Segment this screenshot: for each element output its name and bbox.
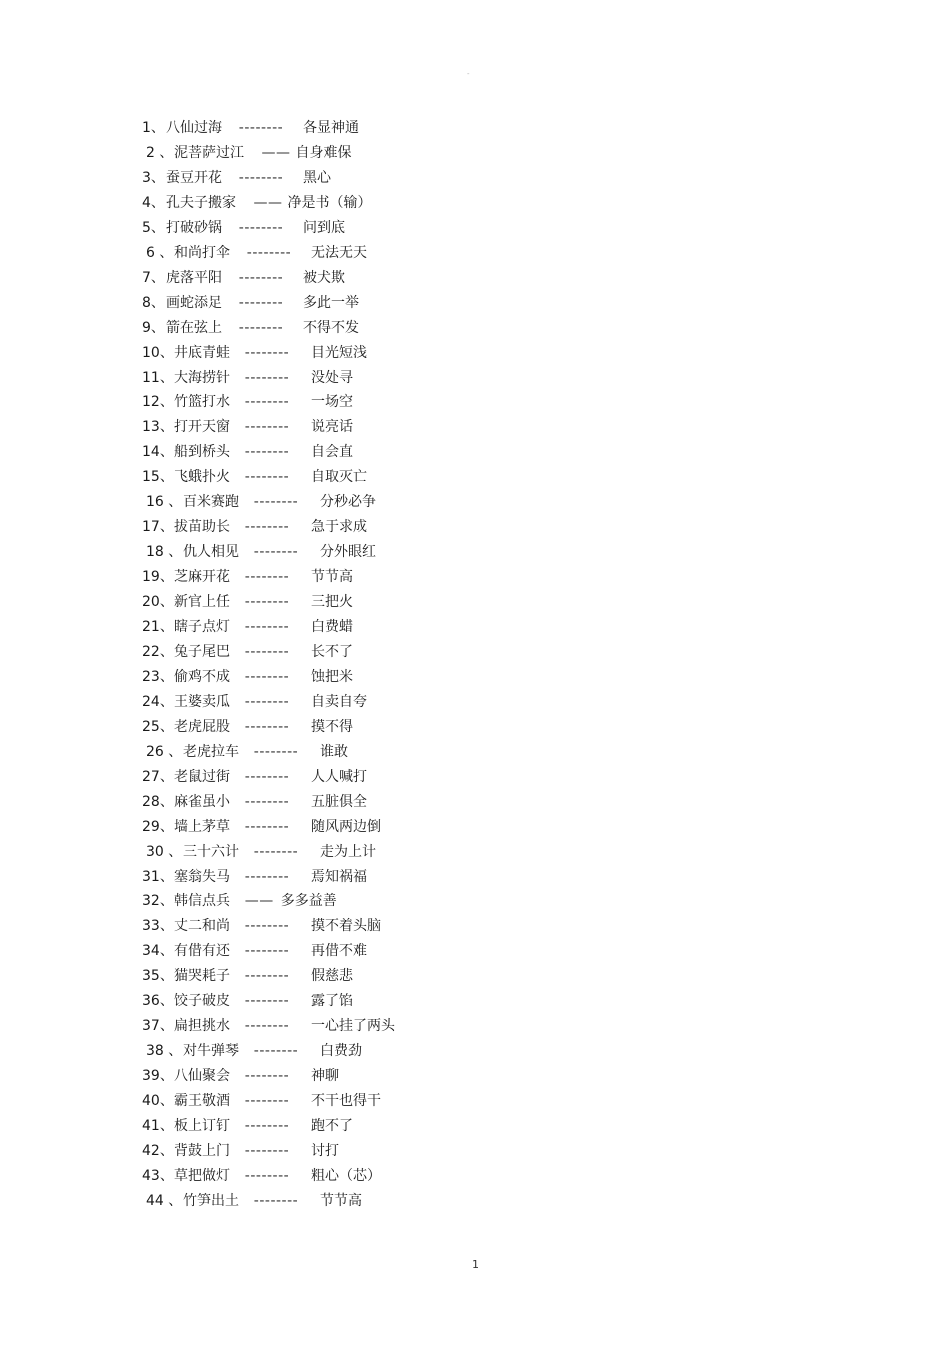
item-separator: -------- — [244, 1142, 290, 1159]
item-separator: —— — [244, 893, 274, 910]
item-number: 36、 — [142, 993, 174, 1010]
item-answer: 目光短浅 — [311, 344, 367, 361]
item-answer: 不得不发 — [303, 319, 359, 336]
item-riddle: 新官上任 — [174, 594, 230, 611]
item-separator: -------- — [244, 818, 290, 835]
item-number: 2 、 — [146, 144, 174, 161]
item-number: 15、 — [142, 469, 174, 486]
item-answer: 走为上计 — [320, 843, 376, 860]
item-answer: 分秒必争 — [320, 494, 376, 511]
item-number: 6 、 — [146, 244, 174, 261]
item-riddle: 八仙过海 — [166, 120, 222, 136]
item-number: 12、 — [142, 394, 174, 411]
item-separator: -------- — [244, 1068, 290, 1085]
item-answer: 问到底 — [303, 219, 345, 236]
item-number: 25、 — [142, 718, 174, 735]
item-separator: -------- — [253, 544, 299, 561]
item-riddle: 有借有还 — [174, 943, 230, 960]
item-separator: -------- — [244, 693, 290, 710]
item-number: 21、 — [142, 619, 174, 635]
item-number: 14、 — [142, 444, 174, 461]
item-riddle: 扁担挑水 — [174, 1018, 230, 1035]
item-number: 10、 — [142, 344, 174, 361]
item-riddle: 泥菩萨过江 — [174, 144, 244, 161]
item-number: 43、 — [142, 1167, 174, 1184]
item-riddle: 麻雀虽小 — [174, 793, 230, 810]
item-riddle: 三十六计 — [183, 843, 239, 860]
item-answer: 露了馅 — [311, 993, 353, 1010]
item-number: 40、 — [142, 1093, 174, 1110]
item-number: 22、 — [142, 643, 174, 660]
item-number: 33、 — [142, 918, 174, 935]
item-separator: -------- — [253, 843, 299, 860]
item-answer: 一场空 — [311, 394, 353, 411]
item-riddle: 塞翁失马 — [174, 868, 230, 885]
item-answer: 跑不了 — [311, 1118, 353, 1134]
item-riddle: 兔子尾巴 — [174, 643, 230, 660]
item-separator: -------- — [244, 419, 290, 436]
item-answer: 无法无天 — [311, 244, 367, 261]
item-answer: 多此一举 — [303, 294, 359, 311]
item-number: 37、 — [142, 1018, 174, 1035]
item-number: 32、 — [142, 893, 174, 910]
item-answer: 神聊 — [311, 1068, 339, 1085]
item-riddle: 井底青蛙 — [174, 344, 230, 361]
item-separator: -------- — [238, 294, 284, 311]
item-separator: -------- — [244, 868, 290, 885]
item-riddle: 孔夫子搬家 — [166, 194, 236, 211]
item-riddle: 飞蛾扑火 — [174, 469, 230, 486]
item-answer: 自身难保 — [295, 144, 352, 161]
item-separator: -------- — [244, 918, 290, 935]
item-separator: -------- — [244, 569, 290, 586]
item-number: 44 、 — [146, 1192, 183, 1209]
item-riddle: 百米赛跑 — [183, 494, 239, 511]
item-riddle: 老鼠过街 — [174, 768, 230, 785]
item-riddle: 画蛇添足 — [166, 294, 222, 311]
item-separator: -------- — [238, 219, 284, 236]
item-separator: -------- — [253, 494, 299, 511]
item-answer: 各显神通 — [303, 120, 359, 136]
item-answer: 随风两边倒 — [311, 818, 381, 835]
item-number: 28、 — [142, 793, 174, 810]
item-answer: 没处寻 — [311, 369, 353, 386]
item-separator: -------- — [253, 1043, 299, 1060]
item-answer: 多多益善 — [280, 893, 337, 910]
item-riddle: 背鼓上门 — [174, 1142, 230, 1159]
item-separator: -------- — [244, 519, 290, 536]
item-number: 5、 — [142, 219, 165, 236]
item-number: 3、 — [142, 169, 165, 186]
item-answer: 净是书（输） — [287, 194, 372, 211]
item-separator: -------- — [244, 1118, 290, 1134]
item-riddle: 大海捞针 — [174, 369, 230, 386]
item-answer: 摸不得 — [311, 718, 353, 735]
item-answer: 谁敢 — [320, 743, 348, 760]
item-answer: 讨打 — [311, 1142, 339, 1159]
item-riddle: 竹篮打水 — [174, 394, 230, 411]
item-riddle: 猫哭耗子 — [174, 968, 230, 985]
item-riddle: 老虎拉车 — [183, 743, 239, 760]
item-number: 35、 — [142, 968, 174, 985]
item-answer: 自会直 — [311, 444, 353, 461]
item-riddle: 竹笋出土 — [183, 1192, 239, 1209]
item-answer: 白费蜡 — [311, 619, 353, 635]
item-separator: -------- — [238, 120, 284, 136]
item-number: 7、 — [142, 269, 165, 286]
item-riddle: 船到桥头 — [174, 444, 230, 461]
item-riddle: 仇人相见 — [183, 544, 239, 561]
item-separator: -------- — [244, 768, 290, 785]
item-separator: -------- — [244, 793, 290, 810]
item-number: 27、 — [142, 768, 174, 785]
page-number: 1 — [472, 1258, 479, 1271]
item-separator: -------- — [253, 1192, 299, 1209]
item-separator: -------- — [244, 594, 290, 611]
item-riddle: 箭在弦上 — [166, 319, 222, 336]
item-number: 34、 — [142, 943, 174, 960]
item-answer: 粗心（芯） — [311, 1167, 381, 1184]
item-riddle: 芝麻开花 — [174, 569, 230, 586]
item-riddle: 和尚打伞 — [174, 244, 230, 261]
item-riddle: 草把做灯 — [174, 1167, 230, 1184]
item-answer: 不干也得干 — [311, 1093, 381, 1110]
item-answer: 再借不难 — [311, 943, 367, 960]
item-number: 13、 — [142, 419, 174, 436]
item-answer: 摸不着头脑 — [311, 918, 381, 935]
item-riddle: 对牛弹琴 — [183, 1043, 239, 1060]
header-mark: - — [467, 70, 470, 78]
item-answer: 假慈悲 — [311, 968, 353, 985]
item-riddle: 王婆卖瓜 — [174, 693, 230, 710]
item-number: 4、 — [142, 194, 165, 211]
item-separator: -------- — [244, 943, 290, 960]
item-riddle: 打破砂锅 — [166, 219, 222, 236]
item-number: 18 、 — [146, 544, 183, 561]
item-separator: -------- — [244, 968, 290, 985]
item-separator: -------- — [244, 344, 290, 361]
item-answer: 说亮话 — [311, 419, 353, 436]
item-number: 19、 — [142, 569, 174, 586]
item-riddle: 虎落平阳 — [166, 269, 222, 286]
item-number: 20、 — [142, 594, 174, 611]
item-answer: 被犬欺 — [303, 269, 345, 286]
item-riddle: 八仙聚会 — [174, 1068, 230, 1085]
item-separator: -------- — [244, 1093, 290, 1110]
item-separator: -------- — [244, 1167, 290, 1184]
item-riddle: 丈二和尚 — [174, 918, 230, 935]
item-separator: —— — [253, 194, 283, 211]
item-riddle: 板上订钉 — [174, 1118, 230, 1134]
item-number: 39、 — [142, 1068, 174, 1085]
item-separator: -------- — [238, 269, 284, 286]
item-separator: -------- — [246, 244, 292, 261]
item-separator: —— — [261, 144, 291, 161]
item-separator: -------- — [244, 643, 290, 660]
item-number: 17、 — [142, 519, 174, 536]
item-number: 23、 — [142, 668, 174, 685]
item-number: 8、 — [142, 294, 165, 311]
item-answer: 一心挂了两头 — [311, 1018, 395, 1035]
item-number: 30 、 — [146, 843, 183, 860]
item-answer: 自卖自夸 — [311, 693, 367, 710]
item-separator: -------- — [244, 1018, 290, 1035]
item-answer: 蚀把米 — [311, 668, 353, 685]
item-separator: -------- — [244, 718, 290, 735]
item-riddle: 蚕豆开花 — [166, 169, 222, 186]
item-answer: 五脏俱全 — [311, 793, 367, 810]
item-separator: -------- — [244, 993, 290, 1010]
item-number: 9、 — [142, 319, 165, 336]
item-riddle: 韩信点兵 — [174, 893, 230, 910]
item-answer: 长不了 — [311, 643, 353, 660]
item-riddle: 瞎子点灯 — [174, 619, 230, 635]
item-riddle: 饺子破皮 — [174, 993, 230, 1010]
item-number: 26 、 — [146, 743, 183, 760]
item-separator: -------- — [244, 668, 290, 685]
item-answer: 急于求成 — [311, 519, 367, 536]
item-answer: 人人喊打 — [311, 768, 367, 785]
item-separator: -------- — [244, 619, 290, 635]
item-number: 29、 — [142, 818, 174, 835]
item-riddle: 打开天窗 — [174, 419, 230, 436]
item-riddle: 墙上茅草 — [174, 818, 230, 835]
item-number: 1、 — [142, 120, 165, 136]
item-number: 31、 — [142, 868, 174, 885]
item-separator: -------- — [238, 319, 284, 336]
item-number: 38 、 — [146, 1043, 183, 1060]
item-separator: -------- — [253, 743, 299, 760]
item-answer: 白费劲 — [320, 1043, 362, 1060]
item-answer: 焉知祸福 — [311, 868, 367, 885]
item-answer: 自取灭亡 — [311, 469, 367, 486]
item-separator: -------- — [238, 169, 284, 186]
item-answer: 三把火 — [311, 594, 353, 611]
item-answer: 节节高 — [311, 569, 353, 586]
item-separator: -------- — [244, 369, 290, 386]
item-riddle: 偷鸡不成 — [174, 668, 230, 685]
item-separator: -------- — [244, 444, 290, 461]
item-number: 11、 — [142, 369, 174, 386]
item-riddle: 霸王敬酒 — [174, 1093, 230, 1110]
item-answer: 节节高 — [320, 1192, 362, 1209]
item-number: 41、 — [142, 1118, 174, 1134]
item-answer: 黑心 — [303, 169, 331, 186]
item-riddle: 拔苗助长 — [174, 519, 230, 536]
item-number: 16 、 — [146, 494, 183, 511]
item-number: 42、 — [142, 1142, 174, 1159]
item-separator: -------- — [244, 469, 290, 486]
item-separator: -------- — [244, 394, 290, 411]
item-number: 24、 — [142, 693, 174, 710]
item-riddle: 老虎屁股 — [174, 718, 230, 735]
item-answer: 分外眼红 — [320, 544, 376, 561]
